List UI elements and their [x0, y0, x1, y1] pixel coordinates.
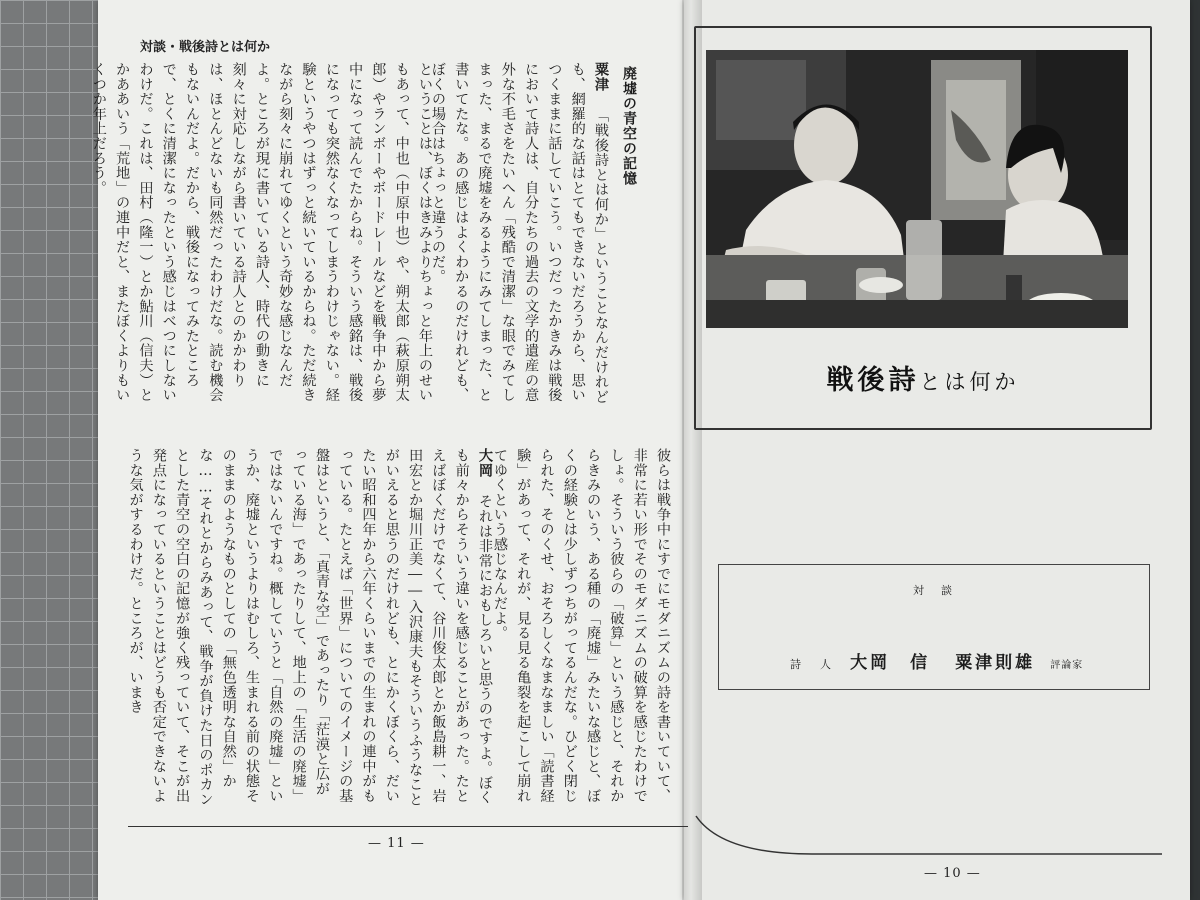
paragraph-text: ということは、ぼくはきみよりちょっと年上のせいもあって、中也（中原中也）や、朔太郎（萩原朔太郎）やランボーやボードレールなどを戦争中から夢中になって読んでたからね。そういう感銘は、戦後になっても突然なくなってしまうわけじゃない。経験というやつはずっと続いているからね。ただ続きながら刻々に崩れてゆくという奇妙な感じなんだよ。ところが現に書いている詩人、時代の動きに刻々に対応しながら書いている詩人とのかかわりは、ほとんどないも同然だったわけだな。読む機会もないんだよ。だから、戦後になってみたところで、とくに清潔になったという感じはべつにしないわけだ。これは、田村（隆一）とか鮎川（信夫）とかああいう「荒地」の連中だと、またぼくよりもいくつか年上だろう。 [90, 62, 433, 403]
photo-illustration [706, 50, 1128, 328]
role-poet: 詩 人 [790, 658, 835, 671]
page-number-right: — 10 — [924, 866, 981, 881]
credit-line [790, 648, 1130, 673]
page-number-left: — 11 — [368, 836, 425, 851]
lower-paragraph-1 [491, 448, 674, 808]
title-main: 戦後詩 [826, 365, 920, 396]
title-small: とは何か [919, 370, 1020, 394]
footer-rule [128, 826, 688, 827]
running-head: 対談・戦後詩とは何か [140, 40, 271, 55]
paragraph-text: 「戦後詩とは何か」ということなんだけれども、網羅的な話はとてもできないだろうから、思いつくままに話していこう。いつだったかきみは戦後において詩人は、自分たちの過去の文学的遺産の意外な不毛さをたいへん「残酷で清潔」な眼でみてしまった、まるで廃墟をみるようにみてしまった、と書いてたな。あの感じはよくわかるのだけれども、ぼくの場合はちょっと違うのだ。 [429, 62, 609, 405]
paragraph-text: 彼らは戦争中にすでにモダニズムの詩を書いていて、非常に若い形でそのモダニズムの破算を感じたわけでしょ。そういう彼らの「破算」という感じと、それからきみのいう、ある種の「廃墟」みたいな感じと、ぼくの経験とは少しずつちがってるんだな。ひどく閉じられた、そのくせ、おそろしくなまなましい「読書経験」があって、それが、見る見る亀裂を起こして崩れてゆくという感じなんだよ。 [491, 448, 671, 804]
author-name-awazu: 粟津則雄 [955, 653, 1036, 673]
upper-paragraph-1 [429, 62, 612, 410]
upper-paragraph-2 [90, 62, 436, 410]
role-critic: 評論家 [1050, 660, 1084, 671]
speaker-label: 大岡 [477, 448, 493, 478]
paragraph-text: それは非常におもしろいと思うのですよ。ぼくも前々からそういう違いを感じることがあった。たとえばぼくだけでなくて、谷川俊太郎とか飯島耕一、岩田宏とか堀川正美――入沢康夫もそういうふうなことがいえると思うのだけれども、とにかくぼくら、だいたい昭和四年から六年くらいまでの生まれの連中がもっている。たとえば「世界」についてのイメージの基盤はというと、「真青な空」であったり「茫漠と広がっている海」であったりして、地上の「生活の廃墟」ではないんですね。概していうと「自然の廃墟」というか、廃墟というよりはむしろ、生まれる前の状態そのままのようなものとしての「無色透明な自然」かな……それとからみあって、戦争が負けた日のポカンとした青空の空白の記憶が強く残っていて、そこが出発点になっているということはどうも否定できないような気がするわけだ。ところが、いまき [127, 448, 493, 807]
photograph-two-men-at-table [706, 50, 1128, 328]
article-title [694, 358, 1152, 397]
credit-label: 対 談 [913, 584, 955, 597]
author-name-ooka: 大岡 信 [850, 653, 931, 673]
speaker-label: 粟津 [593, 62, 609, 92]
section-heading: 廃墟の青空の記憶 [621, 66, 637, 186]
lower-paragraph-2 [127, 448, 496, 808]
footer-curve [692, 816, 1162, 856]
